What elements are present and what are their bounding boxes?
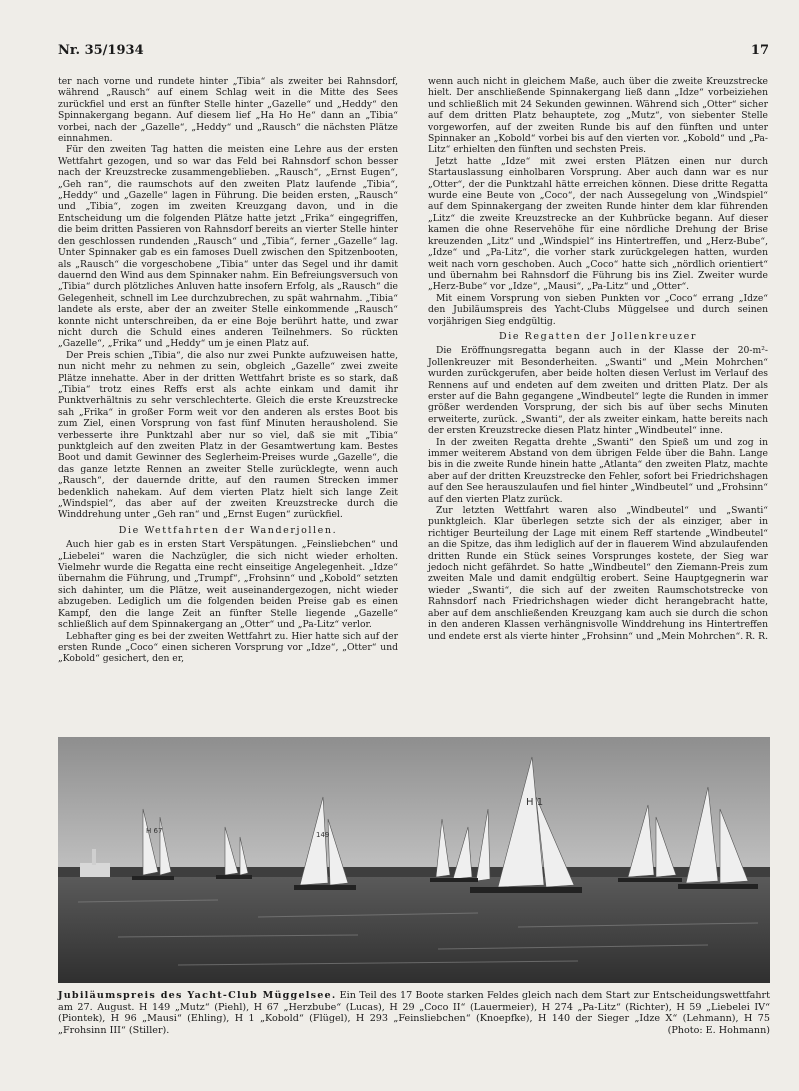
paragraph: Für den zweiten Tag hatten die meisten eine Lehre aus der ersten Wettfahrt gezogen, und so war das Feld bei Rahnsdorf schon besser nach der Kreuzstrecke zusammengeblieben. „Rausch“, „Ernst Eugen“, „Geh ran“, die raumschots auf den zweiten Platz laufende „Tibia“, „Heddy“ und „Gazelle“ lagen in Führung. Die beiden ersten, „Rausch“ und „Tibia“, zogen im zweiten Kreuzgang davon, und in die Entscheidung um die folgenden Plätze hatte jetzt „Frika“ eingegriffen, die beim dritten Passieren von Rahnsdorf bereits an vierter Stelle hinter den geschlossen rundenden „Rausch“ und „Tibia“, ferner „Gazelle“ lag. Unter Spinnaker gab es ein famoses Duell zwischen den Spitzenbooten, als „Rausch“ die vorgeschobene „Tibia“ unter das Segel und ihr damit dauernd den Wind aus dem Spinnaker nahm. Ein Befreiungsversuch von „Tibia“ durch plötzliches Anluven hatte insofern Erfolg, als „Rausch“ die Gelegenheit, schnell im Lee durchzubrechen, zu spät wahrnahm. „Tibia“ landete als erste, aber der an zweiter Stelle einkommende „Rausch“ konnte nicht unterschreiben, da er eine Boje berührt hatte, und zwar nicht durch die Schuld eines anderen Teilnehmers. So rückten „Gazelle“, „Frika“ und „Heddy“ um je einen Platz auf.	[58, 144, 398, 350]
paragraph: In der zweiten Regatta drehte „Swanti“ den Spieß um und zog in immer weiterem Abstand von dem übrigen Felde über die Bahn. Lange bis in die zweite Runde hinein hatte „Atlanta“ den zweiten Platz, machte aber auf der dritten Kreuzstrecke den Fehler, sofort bei Friedrichshagen auf den See herauszulaufen und fiel hinter „Windbeutel“ und „Frohsinn“ auf den vierten Platz zurück.	[428, 436, 768, 505]
section-heading: Die Wettfahrten der Wanderjollen.	[118, 524, 338, 536]
paragraph: Die Eröffnungsregatta begann auch in der Klasse der 20-m²-Jollenkreuzer mit Besonderheiten. „Swanti“ und „Mein Mohrchen“ wurden zurückgerufen, aber beide holten diesen Verlust im Verlauf des Rennens auf und endeten auf dem zweiten und dritten Platz. Der als erster auf die Bahn gegangene „Windbeutel“ legte die Runden in immer größer werdenden Vorsprung, der sich bis auf über sechs Minuten erweiterte, zurück. „Swanti“, der als zweiter einkam, hatte bereits nach der ersten Kreuzstrecke diesen Platz hinter „Windbeutel“ inne.	[428, 345, 768, 437]
photo-sailboats-icon	[58, 737, 770, 983]
left-column	[58, 76, 398, 665]
section-heading: Die Regatten der Jollenkreuzer	[498, 330, 698, 342]
paragraph: wenn auch nicht in gleichem Maße, auch über die zweite Kreuzstrecke hielt. Der anschließende Spinnakergang ließ dann „Idze“ vorbeiziehen und schließlich mit 24 Sekunden gewinnen. Während sich „Otter“ sicher auf dem dritten Platz behauptete, zog „Mutz“, von siebenter Stelle vorgeworfen, auf der zweiten Runde bis auf den fünften und unter Spinnaker an „Kobold“ vorbei bis auf den vierten vor. „Kobold“ und „Pa-Litz“ erhielten den fünften und sechsten Preis.	[428, 76, 768, 156]
photo-caption	[58, 990, 770, 1036]
paragraph-text: Zur letzten Wettfahrt waren also „Windbeutel“ und „Swanti“ punktgleich. Klar überlegen setzte sich der als einziger, aber in richtiger Beurteilung der Lage mit einem Reff startende „Windbeutel“ an die Spitze, das ihm lediglich auf der in flauerem Wind abzulaufenden dritten Runde ein Stück seines Vorsprunges kostete, der Sieg war jedoch nicht gefährdet. So hatte „Windbeutel“ den Ziemann-Preis zum zweiten Male und damit endgültig erobert. Seine Hauptgegnerin war wieder „Swanti“, die sich auf der zweiten Raumschotstrecke von Rahnsdorf nach Friedrichshagen wieder dicht herangebracht hatte, aber auf dem anschließenden Kreuzgang kam auch sie durch die schon in den anderen Klassen verhängnisvolle Winddrehung ins Hintertreffen und endete erst als vierte hinter „Frohsinn“ und „Mein Mohrchen“.	[428, 505, 768, 642]
sail-number: 149	[316, 831, 330, 839]
sail-number: H 1	[526, 797, 544, 808]
paragraph: Mit einem Vorsprung von sieben Punkten vor „Coco“ errang „Idze“ den Jubiläumspreis des Yacht-Clubs Müggelsee und durch seinen vorjährigen Sieg endgültig.	[428, 292, 768, 327]
right-column	[428, 76, 768, 642]
paragraph: Jetzt hatte „Idze“ mit zwei ersten Plätzen einen nur durch Startauslassung einholbaren Vorsprung. Aber auch dann war es nur „Otter“, der die Punktzahl hätte erreichen können. Diese dritte Regatta wurde eine Beute von „Coco“, der nach Aussegelung von „Windspiel“ auf dem Spinnakergang der zweiten Runde hinter dem klar führenden „Litz“ die zweite Kreuzstrecke an der Kuhbrücke begann. Auf dieser kamen die ohne Reservehöhe für eine nördliche Drehung der Brise kreuzenden „Litz“ und „Windspiel“ ins Hintertreffen, und „Herz-Bube“, „Idze“ und „Pa-Litz“, die vorher stark zurückgelegen hatten, wurden weit nach vorn geschoben. Auch „Coco“ hatte sich „nördlich orientiert“ und übernahm bei Rahnsdorf die Führung bis ins Ziel. Zweiter wurde „Herz-Bube“ vor „Idze“, „Mausi“, „Pa-Litz“ und „Otter“.	[428, 155, 768, 293]
paragraph	[428, 505, 768, 642]
paragraph: Auch hier gab es in ersten Start Verspätungen. „Feinsliebchen“ und „Liebelei“ waren die Nachzügler, die sich nicht wieder erholten. Vielmehr wurde die Regatta eine recht einseitige Angelegenheit. „Idze“ übernahm die Führung, und „Trumpf“, „Frohsinn“ und „Kobold“ setzten sich dahinter, um die Plätze, weit auseinandergezogen, nicht wieder abzugeben. Lediglich um die folgenden beiden Preise gab es einen Kampf, den die lange Zeit an fünfter Stelle liegende „Gazelle“ schließlich auf dem Spinnakergang an „Otter“ und „Pa-Litz“ verlor.	[58, 539, 398, 631]
issue-number: Nr. 35/1934	[58, 43, 144, 58]
sail-number: H 67	[146, 827, 163, 835]
paragraph: ter nach vorne und rundete hinter „Tibia“ als zweiter bei Rahnsdorf, während „Rausch“ auf einem Schlag weit in die Mitte des Sees zurückfiel und erst an fünfter Stelle hinter „Gazelle“ und „Heddy“ den Spinnakergang begann. Auf diesem lief „Ha Ho He“ dann an „Tibia“ vorbei, nach der „Gazelle“, „Heddy“ und „Rausch“ die nächsten Plätze einnahmen.	[58, 76, 398, 145]
caption-lead: Jubiläumspreis des Yacht-Club Müggelsee.	[58, 990, 337, 1001]
caption-text: Ein Teil des 17 Boote starken Feldes gleich nach dem Start zur Entscheidungswettfahrt am 27. August. H 149 „Mutz“ (Piehl), H 67 „Herzbube“ (Lucas), H 29 „Coco II“ (Lauermeier), H 274 „Pa-Litz“ (Richter), H 59 „Liebelei IV“ (Piontek), H 96 „Mausi“ (Ehling), H 1 „Kobold“ (Flügel), H 293 „Feinsliebchen“ (Knoepfke), H 140 der Sieger „Idze X“ (Lehmann), H 75 „Frohsinn III“ (Stiller).	[58, 990, 770, 1036]
paragraph: Der Preis schien „Tibia“, die also nur zwei Punkte aufzuweisen hatte, nun nicht mehr zu nehmen zu sein, obgleich „Gazelle“ zwei zweite Plätze innehatte. Aber in der dritten Wettfahrt briste es so stark, daß „Tibia“ trotz eines Reffs erst als achte einkam und damit ihr Punktverhältnis zu sehr verschlechterte. Gleich die erste Kreuzstrecke sah „Frika“ in großer Form weit vor den anderen als erstes Boot bis zum Ziel, einen Vorsprung von fast fünf Minuten herausholend. Sie verbesserte ihre Punktzahl aber nur so viel, daß sie mit „Tibia“ punktgleich auf den zweiten Platz in der Gesamtwertung kam. Bestes Boot und damit Gewinner des Seglerheim-Preises wurde „Gazelle“, die das ganze letzte Rennen an zweiter Stelle zurücklegte, wenn auch „Rausch“, der dauernde dritte, auf den raumen Strecken immer bedenklich nahekam. Auf dem vierten Platz hielt sich lange Zeit „Windspiel“, das aber auf der zweiten Kreuzstrecke durch die Winddrehung unter „Geh ran“ und „Ernst Eugen“ zurückfiel.	[58, 349, 398, 521]
photo-credit: (Photo: E. Hohmann)	[667, 1024, 770, 1036]
author-signature: R. R.	[745, 630, 768, 642]
page-number: 17	[750, 43, 769, 58]
page-header	[58, 43, 769, 65]
paragraph: Lebhafter ging es bei der zweiten Wettfahrt zu. Hier hatte sich auf der ersten Runde „Coco“ einen sicheren Vorsprung vor „Idze“, „Otter“ und „Kobold“ gesichert, den er,	[58, 630, 398, 665]
